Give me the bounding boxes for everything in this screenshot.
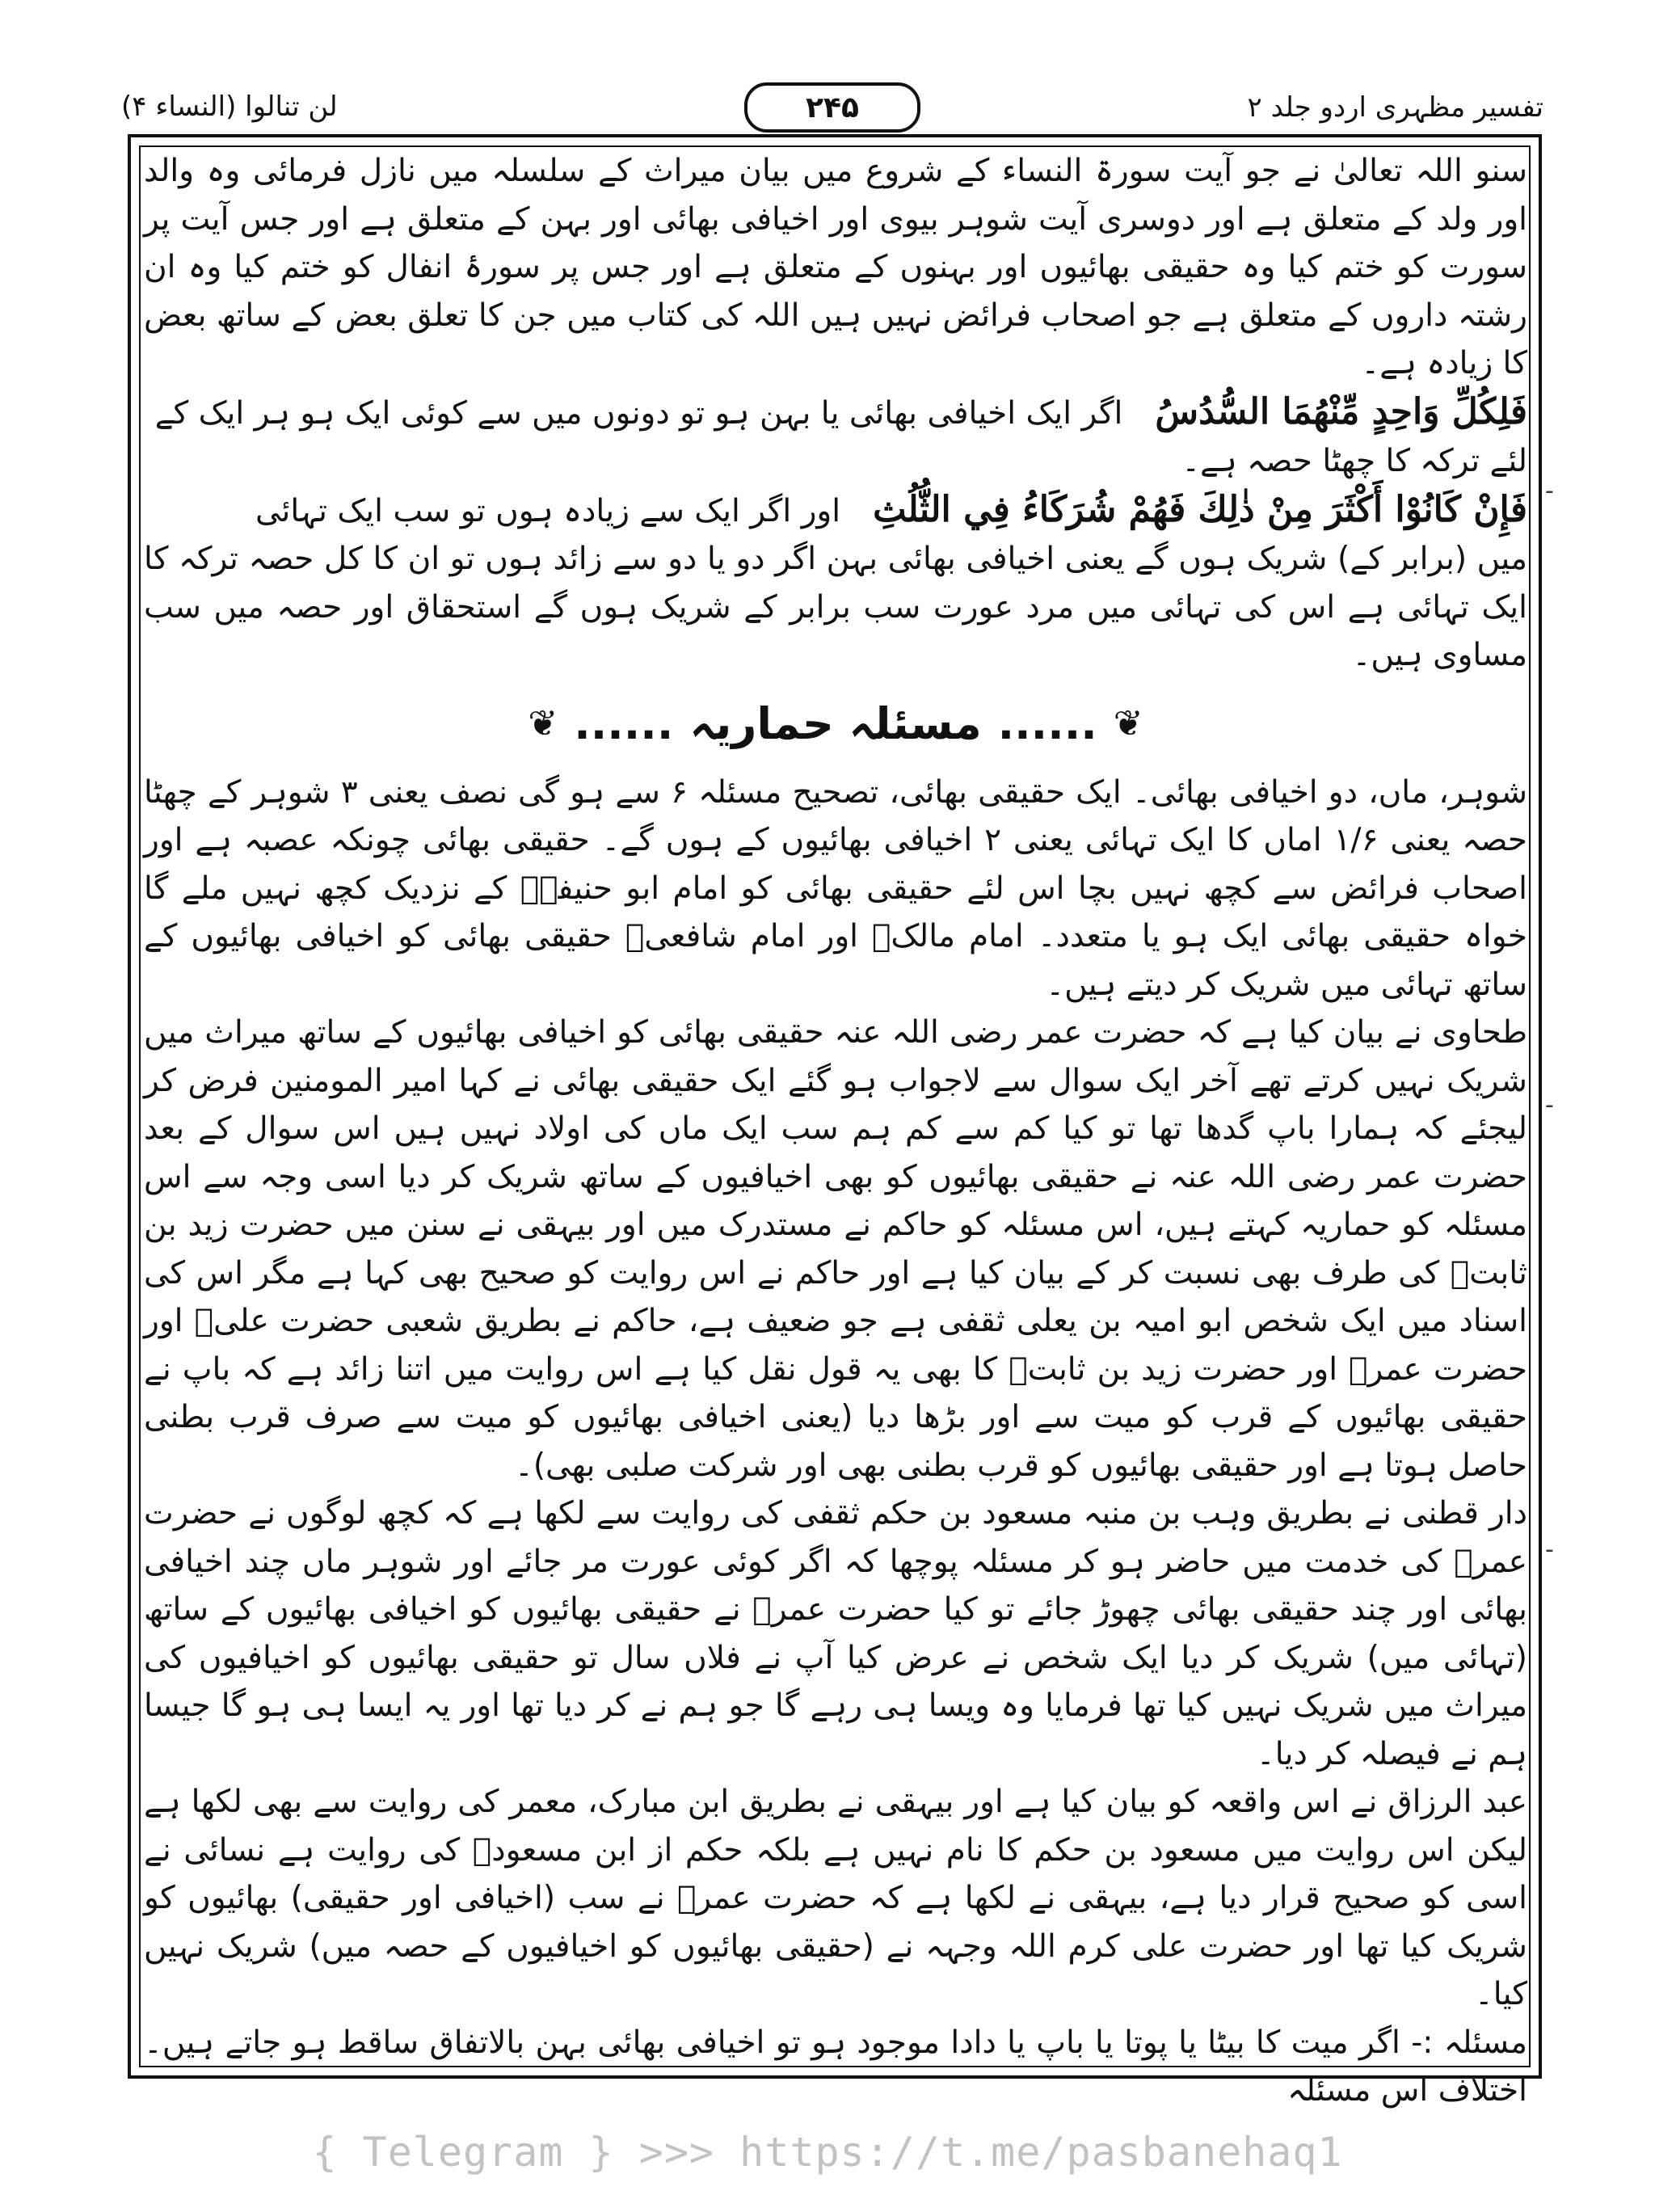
page-number: ۲۴۵	[806, 91, 859, 124]
page-header	[121, 74, 1543, 139]
book-title: تفسیر مظہری اردو جلد ۲	[1247, 91, 1543, 124]
paragraph-daraqutni: دار قطنی نے بطریق وہب بن منبہ مسعود بن حکم ثقفی کی روایت سے لکھا ہے کہ کچھ لوگوں نے حضرت عمرؓ کی خدمت میں حاضر ہو کر مسئلہ پوچھا کہ اگر کوئی عورت مر جائے اور شوہر ماں چند اخیافی بھائی اور چند حقیقی بھائی چھوڑ جائے تو کیا حضرت عمرؓ نے حقیقی بھائیوں کو اخیافی بھائیوں کے ساتھ (تہائی میں) شریک کر دیا ایک شخص نے عرض کیا آپ نے فلاں سال تو حقیقی بھائیوں کو اخیافیوں کی میراث میں شریک نہیں کیا تھا فرمایا وہ ویسا ہی رہے گا جو ہم نے کر دیا تھا اور یہ ایسا ہی ہو گا جیسا ہم نے فیصلہ کر دیا۔	[144, 1495, 1527, 1772]
dots-right: ......	[574, 697, 674, 749]
verse-line-1	[144, 388, 1527, 438]
surah-label: لن تنالوا (النساء ۴)	[121, 91, 338, 123]
section-title: مسئلہ حماریہ	[689, 697, 982, 749]
verse-1-continuation: لئے ترکہ کا چھٹا حصہ ہے۔	[1181, 443, 1527, 479]
verse-2-translation: اور اگر ایک سے زیادہ ہوں تو سب ایک تہائی	[255, 492, 841, 529]
dots-left: ......	[997, 697, 1097, 749]
paragraph-abdurrazzaq: عبد الرزاق نے اس واقعہ کو بیان کیا ہے اور بیہقی نے بطریق ابن مبارک، معمر کی روایت سے بھی لکھا ہے لیکن اس روایت میں مسعود بن حکم کا نام نہیں ہے بلکہ حکم از ابن مسعودؓ کی روایت ہے نسائی نے اسی کو صحیح قرار دیا ہے، بیہقی نے لکھا ہے کہ حضرت عمرؓ نے سب (اخیافی اور حقیقی) بھائیوں کو شریک کیا تھا اور حضرت علی کرم اللہ وجہہ نے (حقیقی بھائیوں کو اخیافیوں کے حصہ میں) شریک نہیں کیا۔	[144, 1784, 1527, 2012]
section-heading	[144, 680, 1527, 769]
verse-1-translation: اگر ایک اخیافی بھائی یا بہن ہو تو دونوں میں سے کوئی ایک ہو ہر ایک کے	[154, 394, 1123, 432]
paragraph-masala: مسئلہ :- اگر میت کا بیٹا یا پوتا یا باپ یا دادا موجود ہو تو اخیافی بھائی بہن بالاتفاق ساقط ہو جاتے ہیں۔ اختلاف اس مسئلہ	[144, 2024, 1527, 2109]
paragraph-case: شوہر، ماں، دو اخیافی بھائی۔ ایک حقیقی بھائی، تصحیح مسئلہ ۶ سے ہو گی نصف یعنی ۳ شوہر کے چھٹا حصہ یعنی ۱/۶ اماں کا ایک تہائی یعنی ۲ اخیافی بھائیوں کے ہوں گے۔ حقیقی بھائی چونکہ عصبہ ہے اور اصحاب فرائض سے کچھ نہیں بچا اس لئے حقیقی بھائی کو امام ابو حنیفہؒ کے نزدیک کچھ نہیں ملے گا خواہ حقیقی بھائی ایک ہو یا متعدد۔ امام مالکؒ اور امام شافعیؒ حقیقی بھائی کو اخیافی بھائیوں کے ساتھ تہائی میں شریک کر دیتے ہیں۔	[144, 773, 1527, 1003]
page-body	[144, 147, 1527, 2115]
paragraph-tahawi: طحاوی نے بیان کیا ہے کہ حضرت عمر رضی اللہ عنہ حقیقی بھائی کو اخیافی بھائیوں کے ساتھ میراث میں شریک نہیں کرتے تھے آخر ایک سوال سے لاجواب ہو گئے ایک حقیقی بھائی نے کہا امیر المومنین فرض کر لیجئے کہ ہمارا باپ گدھا تھا تو کیا کم سے کم ہم سب ایک ماں کی اولاد نہیں ہیں اس سوال کے بعد حضرت عمر رضی اللہ عنہ نے حقیقی بھائیوں کو بھی اخیافیوں کے ساتھ شریک کر دیا اسی وجہ سے اس مسئلہ کو حماریہ کہتے ہیں، اس مسئلہ کو حاکم نے مستدرک میں اور بیہقی نے سنن میں حضرت زید بن ثابتؓ کی طرف بھی نسبت کر کے بیان کیا ہے اور حاکم نے اس روایت کو صحیح بھی کہا ہے مگر اس کی اسناد میں ایک شخص ابو امیہ بن یعلی ثقفی ہے جو ضعیف ہے، حاکم نے بطریق شعبی حضرت علیؓ اور حضرت عمرؓ اور حضرت زید بن ثابتؓ کا بھی یہ قول نقل کیا ہے اس روایت میں اتنا زائد ہے کہ باپ نے حقیقی بھائیوں کے قرب کو میت سے اور بڑھا دیا (یعنی اخیافی بھائیوں کو میت سے صرف قرب بطنی حاصل ہوتا ہے اور حقیقی بھائیوں کو قرب بطنی بھی اور شرکت صلبی بھی)۔	[144, 1014, 1527, 1484]
verse-2-continuation: میں (برابر کے) شریک ہوں گے یعنی اخیافی بھائی بہن اگر دو یا دو سے زائد ہوں تو ان کا کل حصہ ترکہ کا ایک تہائی ہے اس کی تہائی میں مرد عورت سب برابر کے شریک ہوں گے استحقاق اور حصہ میں سب مساوی ہیں۔	[144, 541, 1527, 673]
telegram-watermark: { Telegram } >>> https://t.me/pasbanehaq1	[312, 2129, 1343, 2176]
margin-mark: -	[1545, 1091, 1554, 1119]
ornament-right-icon: ❦	[528, 702, 558, 744]
page-number-badge	[744, 82, 920, 133]
margin-mark: -	[1545, 1536, 1554, 1564]
verse-line-2	[144, 486, 1527, 536]
margin-mark: -	[1545, 477, 1554, 505]
quran-verse-1: فَلِكُلِّ وَاحِدٍ مِّنْهُمَا السُّدُسُ	[1155, 390, 1527, 432]
quran-verse-2: فَإِنْ كَانُوْا أَكْثَرَ مِنْ ذٰلِكَ فَهُمْ شُرَكَاءُ فِي الثُّلُثِ	[873, 488, 1527, 530]
paragraph-intro: سنو اللہ تعالیٰ نے جو آیت سورۃ النساء کے شروع میں بیان میراث کے سلسلہ میں نازل فرمائی وہ والد اور ولد کے متعلق ہے اور دوسری آیت شوہر بیوی اور اخیافی بھائی اور بہن کے متعلق ہے اور جس آیت پر سورت کو ختم کیا وہ حقیقی بھائیوں اور بہنوں کے متعلق ہے اور جس پر سورۂ انفال کو ختم کیا وہ ان رشتہ داروں کے متعلق ہے جو اصحاب فرائض نہیں ہیں اللہ کی کتاب میں جن کا تعلق بعض کے ساتھ بعض کا زیادہ ہے۔	[144, 153, 1527, 381]
ornament-left-icon: ❦	[1113, 702, 1143, 744]
